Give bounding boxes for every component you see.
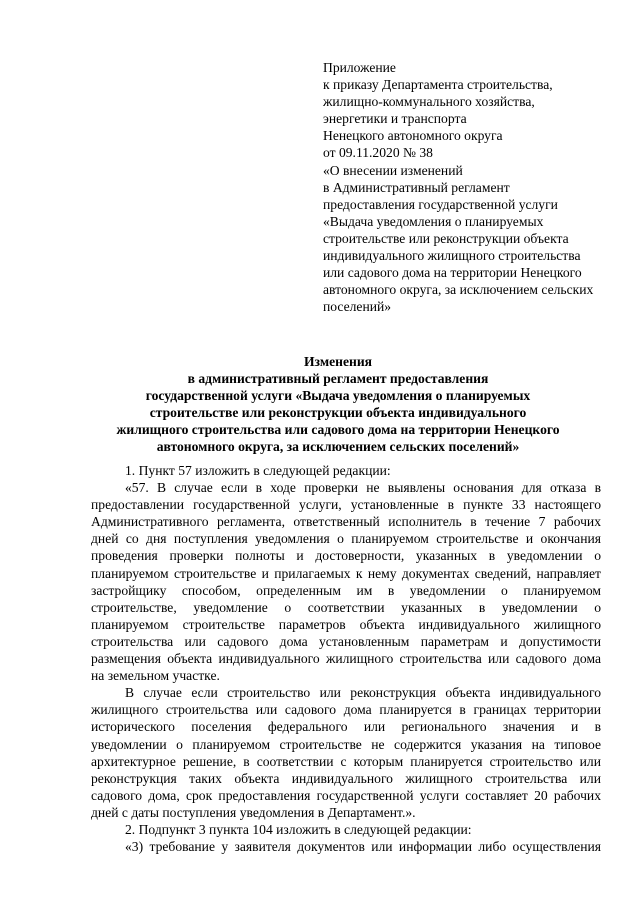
appendix-line: от 09.11.2020 № 38 — [323, 145, 433, 161]
body-line: 2. Подпункт 3 пункта 104 изложить в следующей редакции: — [125, 821, 472, 837]
body-line: уведомлении о планируемом строительстве не содержится указания на типовое — [91, 736, 601, 752]
body-line: предоставлении государственной услуги, установленные в пункте 33 настоящего — [91, 497, 601, 513]
document-body — [91, 462, 601, 855]
body-line: реконструкция таких объекта индивидуального жилищного строительства или — [91, 770, 601, 786]
appendix-line: энергетики и транспорта — [323, 111, 467, 127]
body-line: «3) требование у заявителя документов или информации либо осуществления — [125, 839, 601, 855]
appendix-line: Приложение — [323, 60, 396, 75]
body-line: жилищного строительства или садового дома планируется в границах территории — [91, 702, 601, 718]
title-line: жилищного строительства или садового дома на территории Ненецкого — [116, 422, 560, 438]
body-line: Административного регламента, ответственный исполнитель в течение 7 рабочих — [91, 514, 601, 530]
appendix-line: жилищно-коммунального хозяйства, — [323, 94, 535, 110]
title-line: строительстве или реконструкции объекта индивидуального — [149, 405, 527, 421]
appendix-line: «О внесении изменений — [323, 162, 463, 178]
document-title — [88, 353, 588, 456]
appendix-line: в Административный регламент — [323, 179, 510, 195]
appendix-line: предоставления государственной услуги — [323, 196, 558, 212]
body-line: планируемом строительстве и прилагаемых к нему документах сведений, направляет — [91, 565, 601, 581]
title-line: автономного округа, за исключением сельских поселений» — [156, 439, 520, 455]
body-line: строительства или садового дома установленным параметрам и допустимости — [91, 633, 601, 649]
appendix-line: поселений» — [323, 299, 392, 315]
appendix-line: или садового дома на территории Ненецкого — [323, 265, 582, 281]
appendix-line: автономного округа, за исключением сельских — [323, 282, 594, 298]
body-line: строительстве, уведомление о соответствии указанных в уведомлении о — [91, 599, 601, 615]
body-line: дней со дня поступления уведомления о планируемом строительстве и окончания — [91, 531, 601, 547]
body-line: планируемом строительстве параметров объекта индивидуального жилищного — [91, 616, 601, 632]
body-line: на земельном участке. — [91, 668, 220, 684]
appendix-line: Ненецкого автономного округа — [323, 128, 503, 144]
body-line: В случае если строительство или реконструкция объекта индивидуального — [125, 685, 601, 701]
body-line: 1. Пункт 57 изложить в следующей редакции: — [125, 463, 391, 478]
appendix-block — [323, 59, 613, 315]
body-line: архитектурное решение, в соответствии с которым планируется строительство или — [91, 753, 601, 769]
appendix-line: строительстве или реконструкции объекта — [323, 230, 569, 246]
body-line: садового дома, срок предоставления государственной услуги составляет 20 рабочих — [91, 787, 601, 803]
body-line: исторического поселения федерального или регионального значения и в — [91, 719, 601, 735]
title-heading: Изменения — [303, 354, 373, 369]
appendix-line: к приказу Департамента строительства, — [323, 77, 553, 93]
body-line: проведения проверки полноты и достоверности, указанных в уведомлении о — [91, 548, 601, 564]
body-line: размещения объекта индивидуального жилищного строительства или садового дома — [91, 651, 601, 667]
title-line: в административный регламент предоставления — [187, 371, 489, 387]
title-line: государственной услуги «Выдача уведомления о планируемых — [145, 388, 531, 404]
body-line: застройщику способом, определенным им в уведомлении о планируемом — [91, 582, 601, 598]
body-line: дней с даты поступления уведомления в Департамент.». — [91, 804, 416, 820]
appendix-line: «Выдача уведомления о планируемых — [323, 213, 544, 229]
body-line: «57. В случае если в ходе проверки не выявлены основания для отказа в — [125, 480, 601, 496]
appendix-line: индивидуального жилищного строительства — [323, 248, 581, 264]
